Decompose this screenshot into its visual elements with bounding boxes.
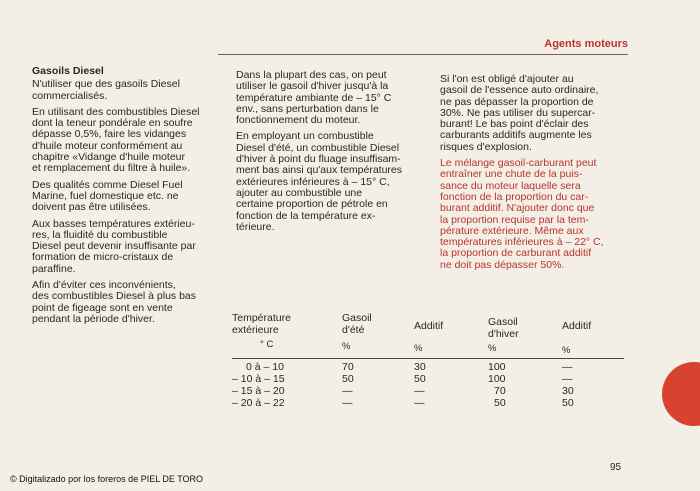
table-cell: – 15 à – 20 xyxy=(232,385,285,397)
table-cell: 50 xyxy=(562,397,574,409)
table-header-additive: Additif xyxy=(414,320,444,332)
table-cell: 70 xyxy=(494,385,506,397)
table-cell: — xyxy=(414,385,425,397)
paragraph: En utilisant des combustibles Diesel dont la teneur pondérale en soufre dépasse 0,5%, faire les vidanges d'huile moteur conformément au chapitre «Vidange d'huile moteur et remplacement du filtre à huile». xyxy=(32,105,200,175)
section-title: Gasoils Diesel xyxy=(32,65,104,77)
paragraph: En employant un combustible Diesel d'été, un combustible Diesel d'hiver à point du fluage insuffisam- ment bas ainsi qu'aux températures extérieures inférieures à – 15° C, ajouter au combustible une certaine proportion de pétrole en fonction de la température ex- térieure. xyxy=(236,130,403,233)
table-cell: — xyxy=(562,361,573,373)
table-rule xyxy=(232,358,624,359)
table-unit: ° C xyxy=(260,339,274,350)
table-cell: 30 xyxy=(562,385,574,397)
left-column xyxy=(32,66,222,330)
table-unit: % xyxy=(342,341,351,352)
table-header-additive: Additif xyxy=(562,320,592,332)
table-cell: — xyxy=(562,373,573,385)
table-unit: % xyxy=(488,343,497,354)
table-cell: 70 xyxy=(342,361,354,373)
middle-column xyxy=(236,70,421,238)
page-number: 95 xyxy=(610,462,622,473)
red-thumb-tab-marker xyxy=(662,362,700,426)
paragraph: Le mélange gasoil-carburant peut entraîner une chute de la puis- sance du moteur laquelle sera fonction de la proportion du car- burant additif. N'ajouter donc que la proportion requise par la tem- pérature extérieure. Même aux températures inférieures à – 22° C, la proportion de carburant additif ne doit pas dépasser 50%. xyxy=(440,157,604,271)
table-cell: 50 xyxy=(494,397,506,409)
table-cell: 50 xyxy=(414,373,426,385)
paragraph: N'utiliser que des gasoils Diesel commercialisés. xyxy=(32,78,180,102)
paragraph: Si l'on est obligé d'ajouter au gasoil de l'essence auto ordinaire, ne pas dépasser la proportion de 30%. Ne pas utiliser du supercar- burant! Le bas point d'éclair des carburants additifs augmente les risques d'explosion. xyxy=(440,73,599,153)
paragraph: Aux basses températures extérieu- res, la fluidité du combustible Diesel peut devenir insuffisante par formation de micro-cristaux de paraffine. xyxy=(32,217,196,275)
table-cell: — xyxy=(342,385,353,397)
table-cell: 30 xyxy=(414,361,426,373)
paragraph: Afin d'éviter ces inconvénients, des combustibles Diesel à plus bas point de figeage sont en vente pendant la période d'hiver. xyxy=(32,279,197,325)
table-cell: 50 xyxy=(342,373,354,385)
table-cell: — xyxy=(342,397,353,409)
section-header-title: Agents moteurs xyxy=(544,38,628,50)
header-rule xyxy=(218,54,628,55)
table-cell: — xyxy=(414,397,425,409)
table-header-winter-diesel: Gasoil d'hiver xyxy=(488,316,519,340)
right-column xyxy=(440,74,630,276)
table-cell: 100 xyxy=(488,361,506,373)
table-header-temperature: Température extérieure xyxy=(232,312,291,336)
table-cell: – 10 à – 15 xyxy=(232,373,285,385)
table-header-summer-diesel: Gasoil d'été xyxy=(342,312,372,336)
paragraph: Des qualités comme Diesel Fuel Marine, fuel domestique etc. ne doivent pas être utilisées. xyxy=(32,178,183,214)
table-unit: % xyxy=(562,345,571,356)
paragraph: Dans la plupart des cas, on peut utiliser le gasoil d'hiver jusqu'à la température ambiante de – 15° C env., sans perturbation dans le fonctionnement du moteur. xyxy=(236,69,392,127)
table-row xyxy=(232,398,624,410)
table-cell: 100 xyxy=(488,373,506,385)
digitization-credit: © Digitalizado por los foreros de PIEL DE TORO xyxy=(10,474,204,484)
table-cell: 0 à – 10 xyxy=(246,361,284,373)
table-cell: – 20 à – 22 xyxy=(232,397,285,409)
table-unit: % xyxy=(414,343,423,354)
